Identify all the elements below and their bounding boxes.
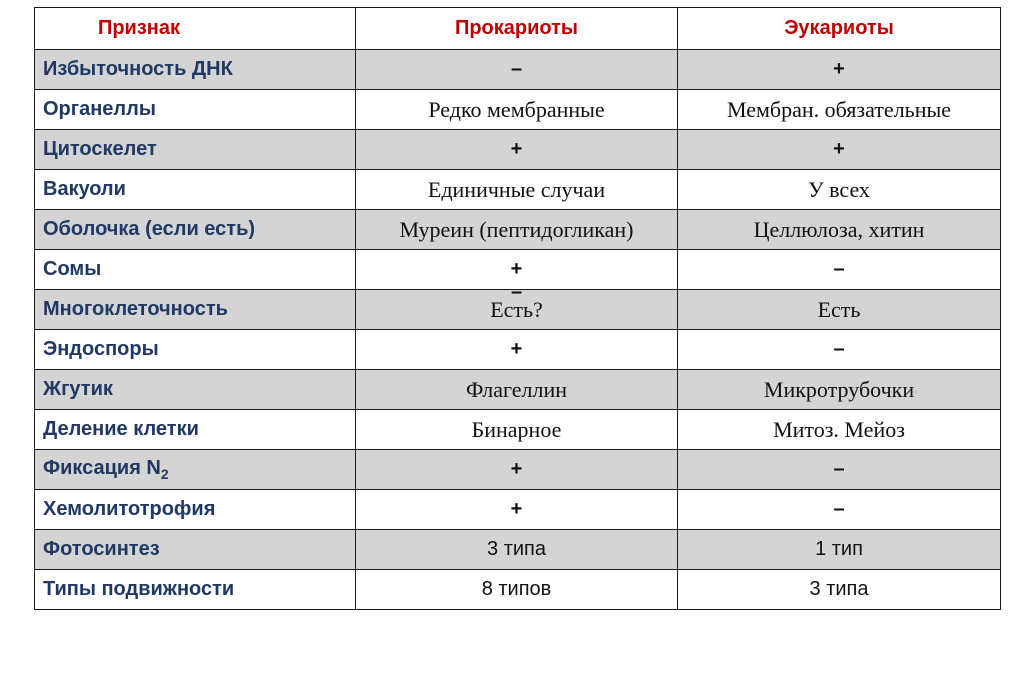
prokaryotes-cell: + <box>356 330 678 370</box>
eukaryotes-cell: У всех <box>678 170 1001 210</box>
prokaryotes-cell: Муреин (пептидогликан) <box>356 210 678 250</box>
eukaryotes-cell: – <box>678 330 1001 370</box>
subscript: 2 <box>160 466 169 482</box>
prokaryotes-cell: + <box>356 130 678 170</box>
feature-cell: Хемолитотрофия <box>35 490 356 530</box>
uncertain-value-text: Есть? <box>490 296 543 322</box>
feature-cell: Многоклеточность <box>35 290 356 330</box>
table-row <box>35 370 1001 410</box>
prokaryotes-cell: 8 типов <box>356 570 678 610</box>
feature-cell: Фотосинтез <box>35 530 356 570</box>
eukaryotes-cell: Микротрубочки <box>678 370 1001 410</box>
feature-cell: Избыточность ДНК <box>35 50 356 90</box>
prokaryotes-cell: Редко мембранные <box>356 90 678 130</box>
prokaryotes-cell: Бинарное <box>356 410 678 450</box>
prokaryotes-cell: 3 типа <box>356 530 678 570</box>
eukaryotes-cell: – <box>678 250 1001 290</box>
prokaryotes-cell: – <box>356 50 678 90</box>
feature-cell: Цитоскелет <box>35 130 356 170</box>
eukaryotes-cell: Митоз. Мейоз <box>678 410 1001 450</box>
table-row <box>35 130 1001 170</box>
table-row <box>35 290 1001 330</box>
feature-cell: Типы подвижности <box>35 570 356 610</box>
eukaryotes-cell: – <box>678 450 1001 490</box>
prokaryotes-cell <box>356 290 678 330</box>
prokaryotes-cell: + <box>356 250 678 290</box>
feature-cell: Сомы <box>35 250 356 290</box>
table-row <box>35 530 1001 570</box>
table-row <box>35 170 1001 210</box>
eukaryotes-cell: Целлюлоза, хитин <box>678 210 1001 250</box>
feature-cell: Оболочка (если есть) <box>35 210 356 250</box>
table-row <box>35 330 1001 370</box>
feature-cell: Деление клетки <box>35 410 356 450</box>
uncertain-value <box>490 289 543 323</box>
eukaryotes-cell: + <box>678 50 1001 90</box>
table-row <box>35 210 1001 250</box>
eukaryotes-cell: 3 типа <box>678 570 1001 610</box>
header-feature: Признак <box>35 8 356 50</box>
feature-cell: Органеллы <box>35 90 356 130</box>
feature-cell: Жгутик <box>35 370 356 410</box>
table-row <box>35 490 1001 530</box>
table-row <box>35 50 1001 90</box>
header-eukaryotes: Эукариоты <box>678 8 1001 50</box>
feature-text: Фиксация N <box>43 457 161 479</box>
table-row <box>35 570 1001 610</box>
table-row <box>35 410 1001 450</box>
eukaryotes-cell: 1 тип <box>678 530 1001 570</box>
prokaryotes-cell: Флагеллин <box>356 370 678 410</box>
feature-cell <box>35 450 356 490</box>
prokaryotes-cell: Единичные случаи <box>356 170 678 210</box>
table-row <box>35 250 1001 290</box>
eukaryotes-cell: – <box>678 490 1001 530</box>
table-row <box>35 450 1001 490</box>
header-prokaryotes: Прокариоты <box>356 8 678 50</box>
prokaryotes-cell: + <box>356 490 678 530</box>
comparison-table <box>34 7 1001 610</box>
eukaryotes-cell: + <box>678 130 1001 170</box>
uncertain-dash-mark: – <box>510 289 523 303</box>
eukaryotes-cell: Мембран. обязательные <box>678 90 1001 130</box>
table-row <box>35 90 1001 130</box>
feature-cell: Вакуоли <box>35 170 356 210</box>
eukaryotes-cell: Есть <box>678 290 1001 330</box>
prokaryotes-cell: + <box>356 450 678 490</box>
table-header-row <box>35 8 1001 50</box>
feature-cell: Эндоспоры <box>35 330 356 370</box>
